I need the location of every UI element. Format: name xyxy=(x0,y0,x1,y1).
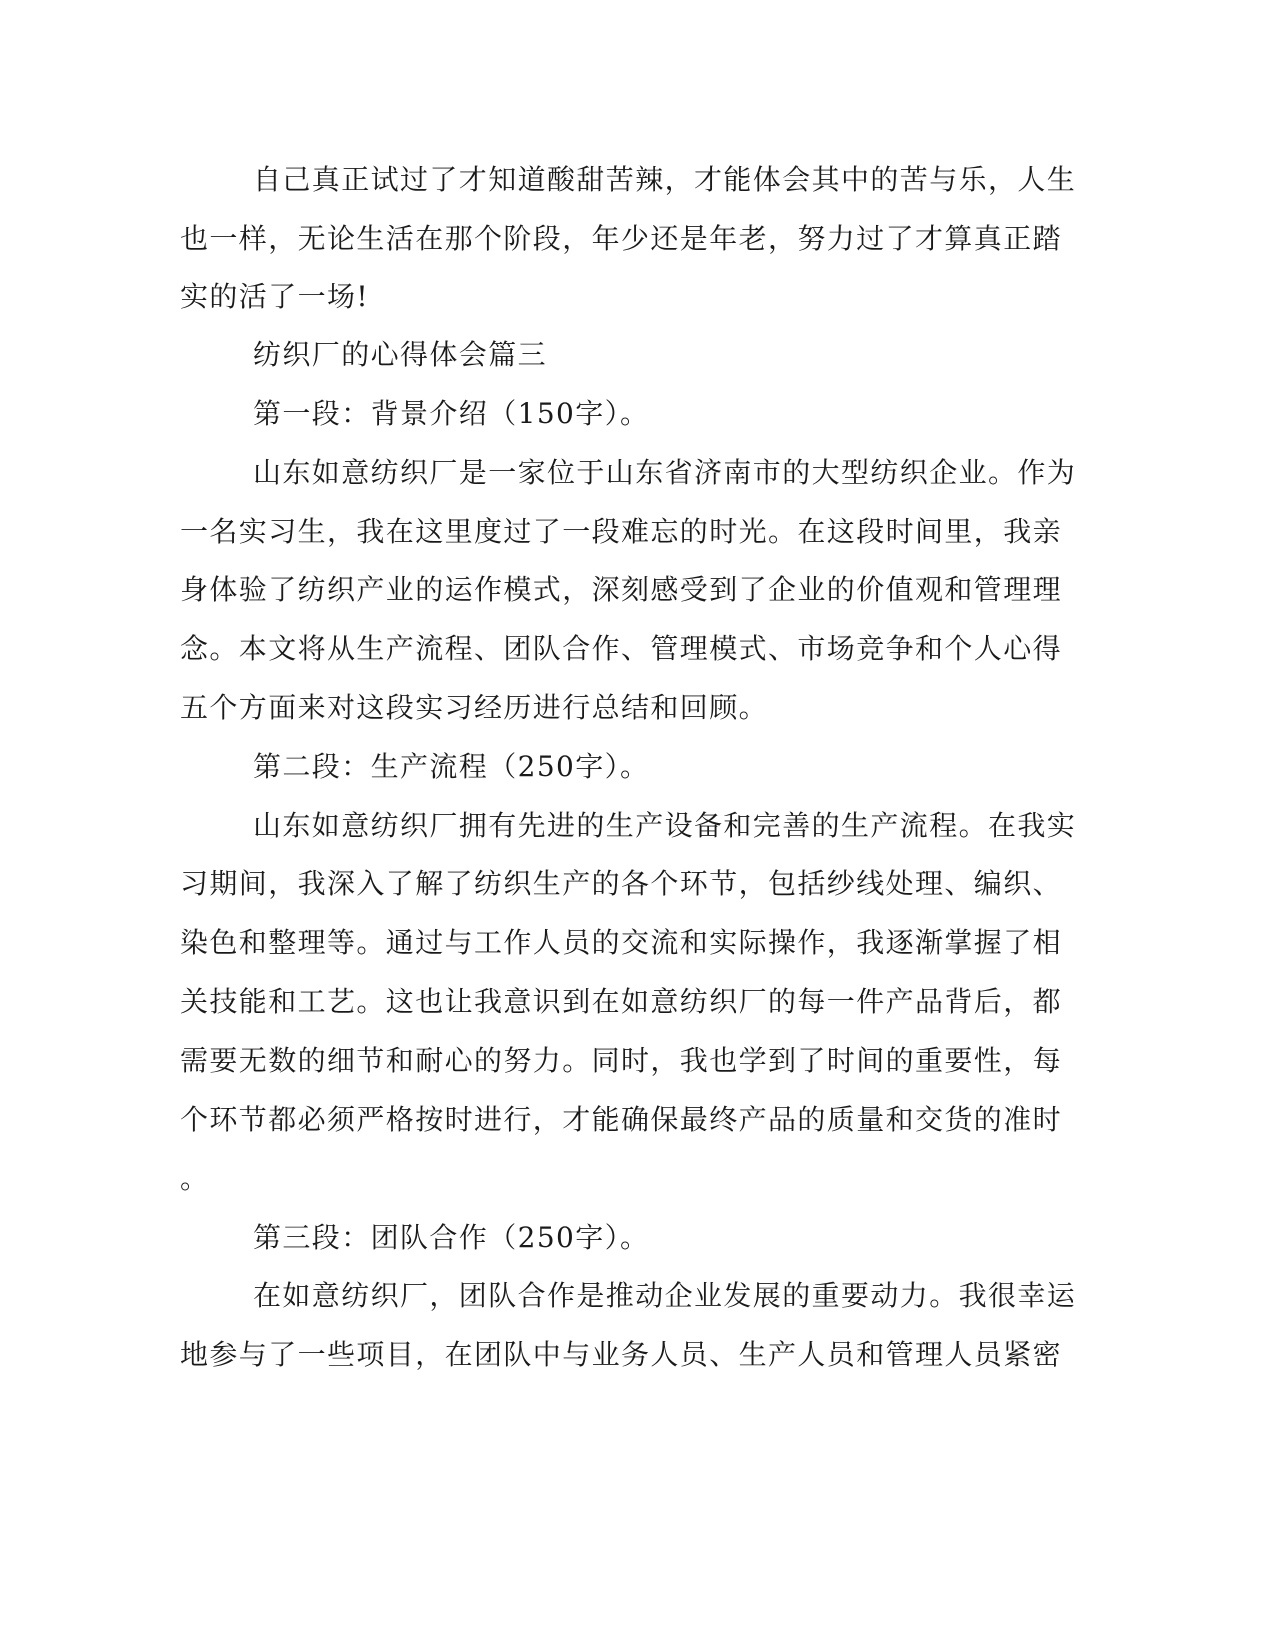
paragraph-heading: 第三段：团队合作（250字）。 xyxy=(253,1221,650,1254)
text-line: 自己真正试过了才知道酸甜苦辣，才能体会其中的苦与乐，人生 xyxy=(253,163,1077,196)
text-line: 一名实习生，我在这里度过了一段难忘的时光。在这段时间里，我亲 xyxy=(180,515,1063,548)
text-line: 染色和整理等。通过与工作人员的交流和实际操作，我逐渐掌握了相 xyxy=(180,926,1063,959)
text-line: 地参与了一些项目，在团队中与业务人员、生产人员和管理人员紧密 xyxy=(180,1338,1063,1371)
text-line: 山东如意纺织厂拥有先进的生产设备和完善的生产流程。在我实 xyxy=(253,809,1077,842)
text-line: 也一样，无论生活在那个阶段，年少还是年老，努力过了才算真正踏 xyxy=(180,222,1063,255)
paragraph-heading: 第一段：背景介绍（150字）。 xyxy=(253,397,650,430)
text-line: 身体验了纺织产业的运作模式，深刻感受到了企业的价值观和管理理 xyxy=(180,573,1063,606)
section-title: 纺织厂的心得体会篇三 xyxy=(253,338,548,371)
text-line: 实的活了一场! xyxy=(180,280,370,313)
text-line: 习期间，我深入了解了纺织生产的各个环节，包括纱线处理、编织、 xyxy=(180,867,1063,900)
text-line: 关技能和工艺。这也让我意识到在如意纺织厂的每一件产品背后，都 xyxy=(180,985,1063,1018)
text-line: 在如意纺织厂，团队合作是推动企业发展的重要动力。我很幸运 xyxy=(253,1279,1077,1312)
text-line: 个环节都必须严格按时进行，才能确保最终产品的质量和交货的准时 xyxy=(180,1103,1063,1136)
text-line: 山东如意纺织厂是一家位于山东省济南市的大型纺织企业。作为 xyxy=(253,456,1077,489)
text-line: 五个方面来对这段实习经历进行总结和回顾。 xyxy=(180,691,769,724)
text-line: 需要无数的细节和耐心的努力。同时，我也学到了时间的重要性，每 xyxy=(180,1044,1063,1077)
text-line: 。 xyxy=(180,1162,210,1195)
text-line: 念。本文将从生产流程、团队合作、管理模式、市场竞争和个人心得 xyxy=(180,632,1063,665)
paragraph-heading: 第二段：生产流程（250字）。 xyxy=(253,750,650,783)
